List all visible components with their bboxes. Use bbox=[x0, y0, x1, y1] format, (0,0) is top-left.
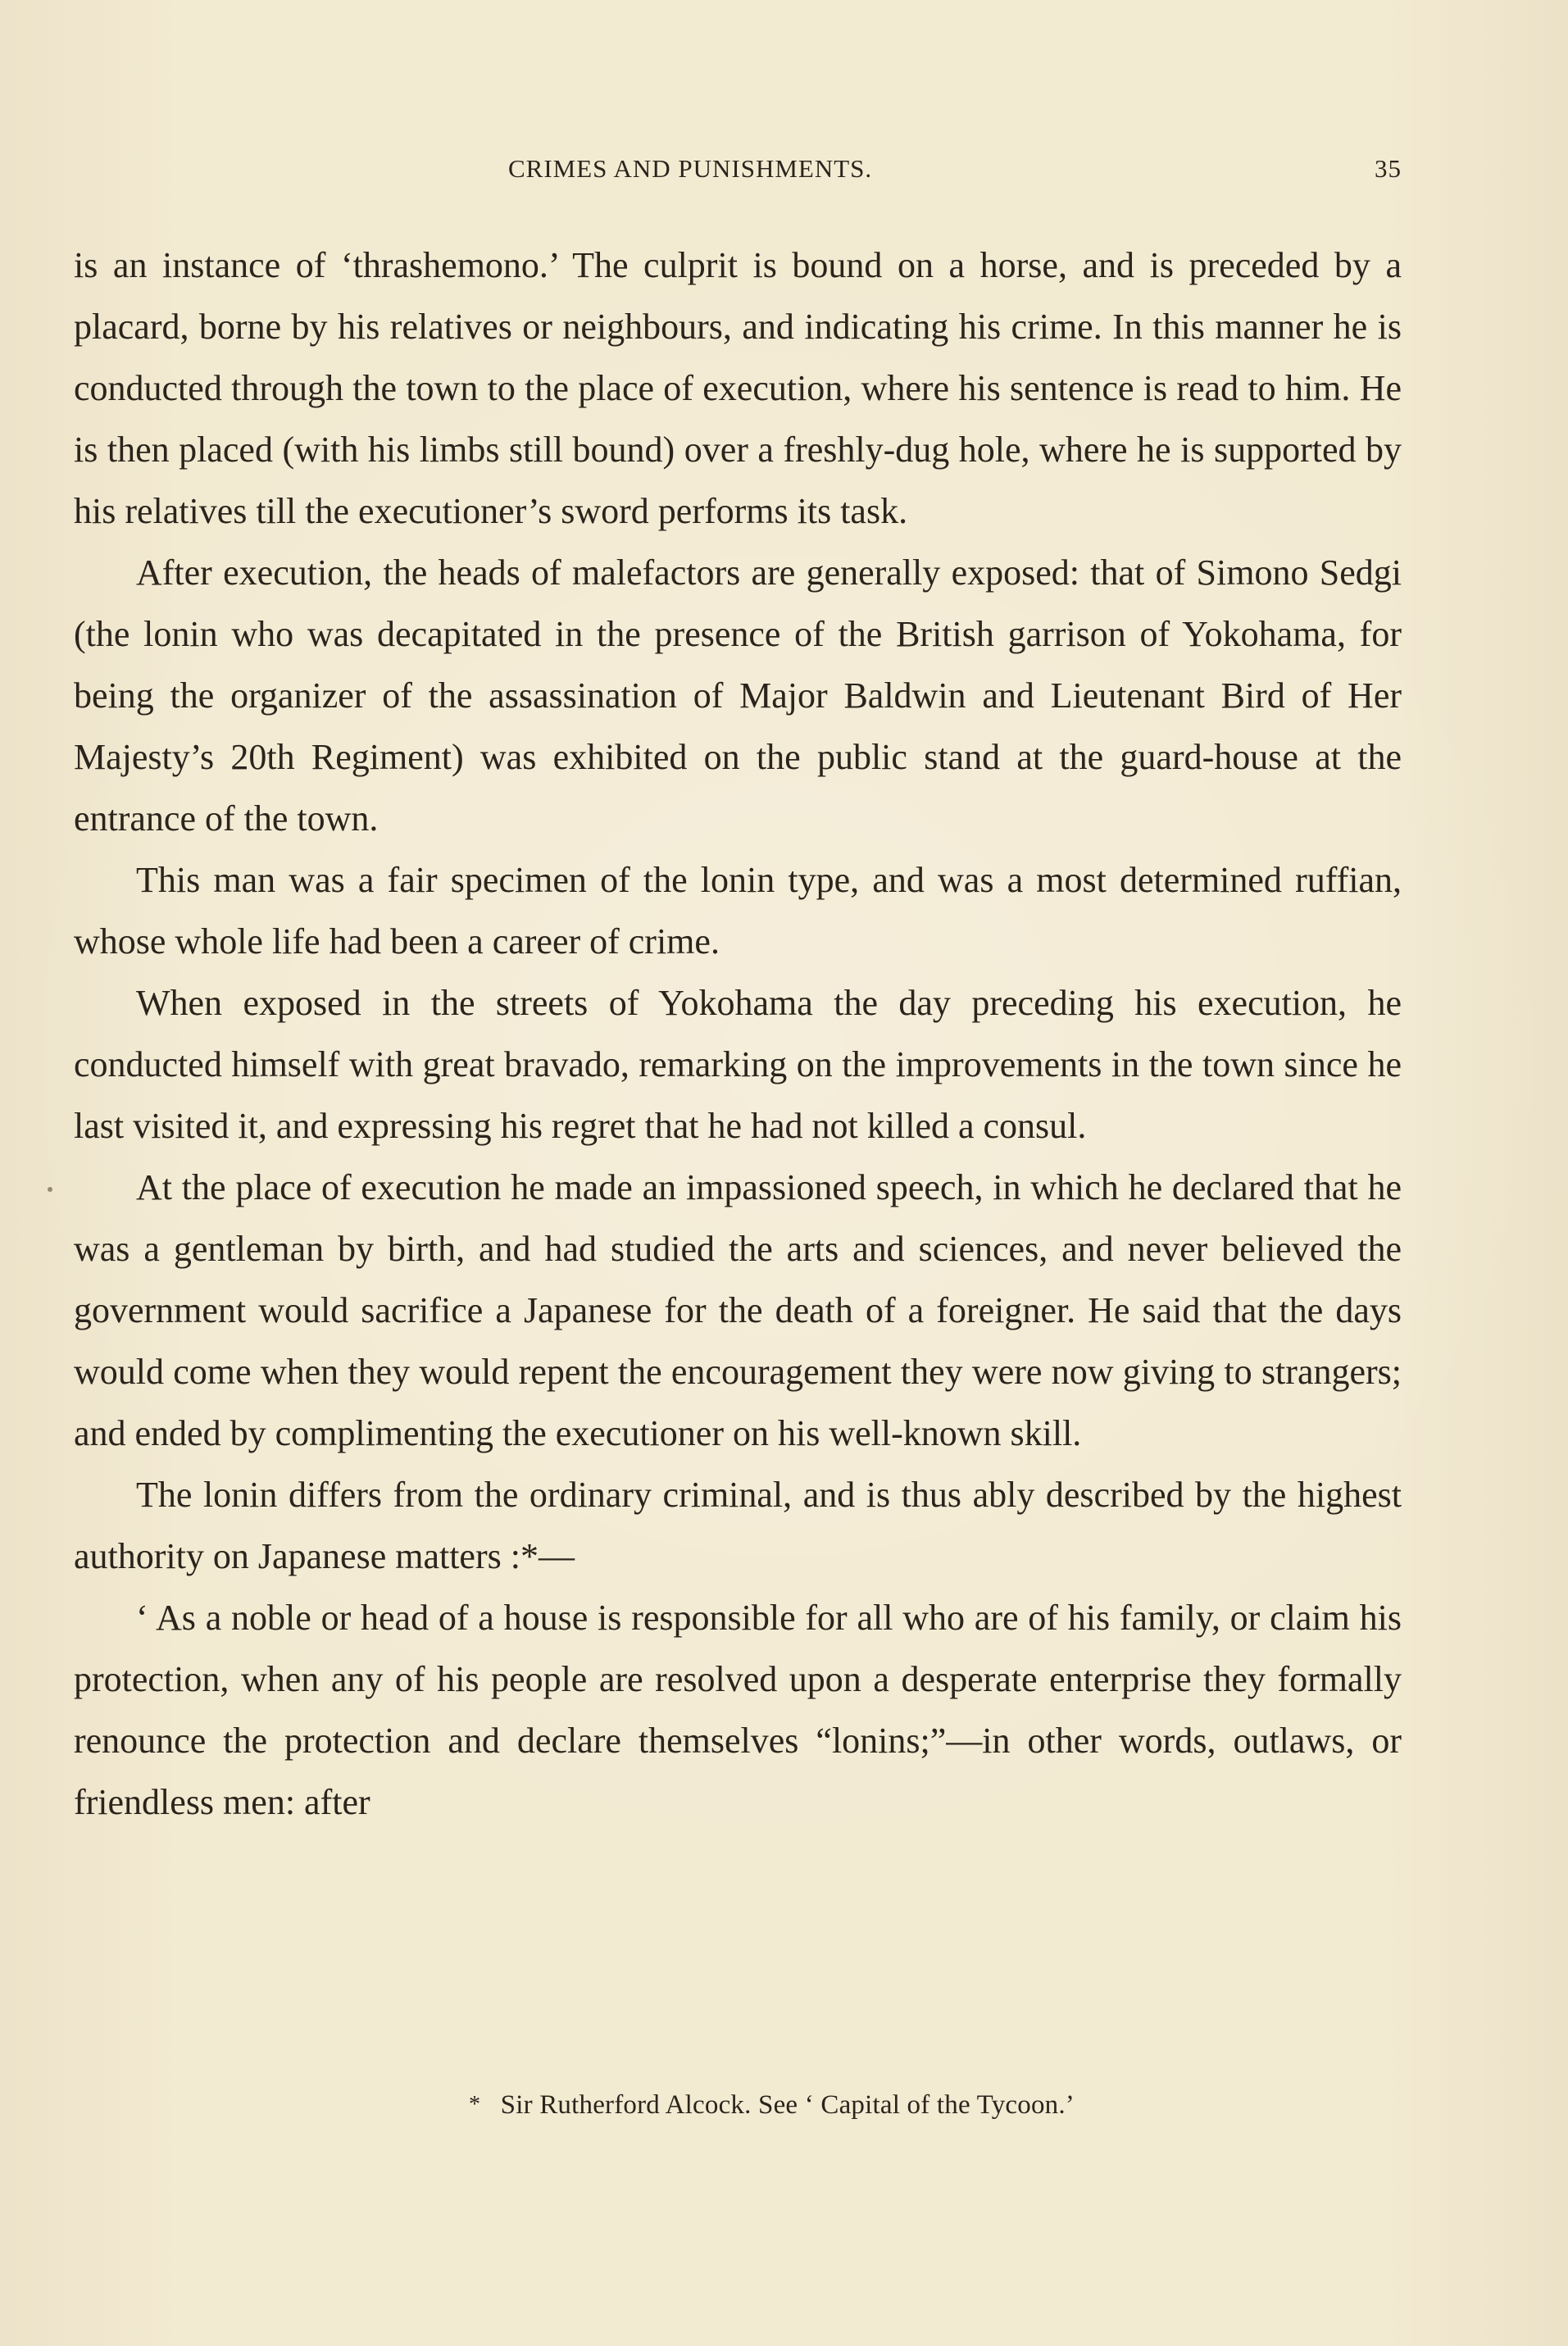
running-head: CRIMES AND PUNISHMENTS. bbox=[508, 154, 873, 183]
body-text bbox=[74, 234, 1402, 1833]
paragraph-6: The lonin differs from the ordinary criminal, and is thus ably described by the highest authority on Japanese matters :*— bbox=[74, 1475, 1402, 1576]
paragraph-1: is an instance of ‘thrashemono.’ The culprit is bound on a horse, and is preceded by a placard, borne by his relatives or neighbours, and indicating his crime. In this manner he is conducted through the town to the place of execution, where his sentence is read to him. He is then placed (with his limbs still bound) over a freshly-dug hole, where he is supported by his relatives till the executioner’s sword performs its task. bbox=[74, 245, 1402, 531]
footnote-text: Sir Rutherford Alcock. See ‘ Capital of the Tycoon.’ bbox=[500, 2090, 1075, 2120]
page-header bbox=[508, 154, 1402, 195]
paragraph-4: When exposed in the streets of Yokohama the day preceding his execution, he conducted himself with great bravado, remarking on the improvements in the town since he last visited it, and expressing his regret that he had not killed a consul. bbox=[74, 983, 1402, 1146]
margin-mark bbox=[48, 1187, 52, 1192]
footnote bbox=[0, 2090, 1568, 2139]
page-number: 35 bbox=[1375, 154, 1402, 183]
paragraph-2: After execution, the heads of malefactors are generally exposed: that of Simono Sedgi (the lonin who was decapitated in the presence of the British garrison of Yokohama, for being the organizer of the assassination of Major Baldwin and Lieutenant Bird of Her Majesty’s 20th Regiment) was exhibited on the public stand at the guard-house at the entrance of the town. bbox=[74, 552, 1402, 839]
paragraph-7: ‘ As a noble or head of a house is responsible for all who are of his family, or claim his protection, when any of his people are resolved upon a desperate enterprise they formally renounce the protection and declare themselves “lonins;”—in other words, outlaws, or friendless men: after bbox=[74, 1598, 1402, 1822]
paragraph-3: This man was a fair specimen of the lonin type, and was a most determined ruffian, whose whole life had been a career of crime. bbox=[74, 860, 1402, 962]
footnote-marker: * bbox=[469, 2092, 481, 2117]
footnote-inner bbox=[469, 2090, 1075, 2121]
paragraph-5: At the place of execution he made an impassioned speech, in which he declared that he was a gentleman by birth, and had studied the arts and sciences, and never believed the government would sacrifice a Japanese for the death of a foreigner. He said that the days would come when they would repent the encouragement they were now giving to strangers; and ended by complimenting the executioner on his well-known skill. bbox=[74, 1167, 1402, 1453]
